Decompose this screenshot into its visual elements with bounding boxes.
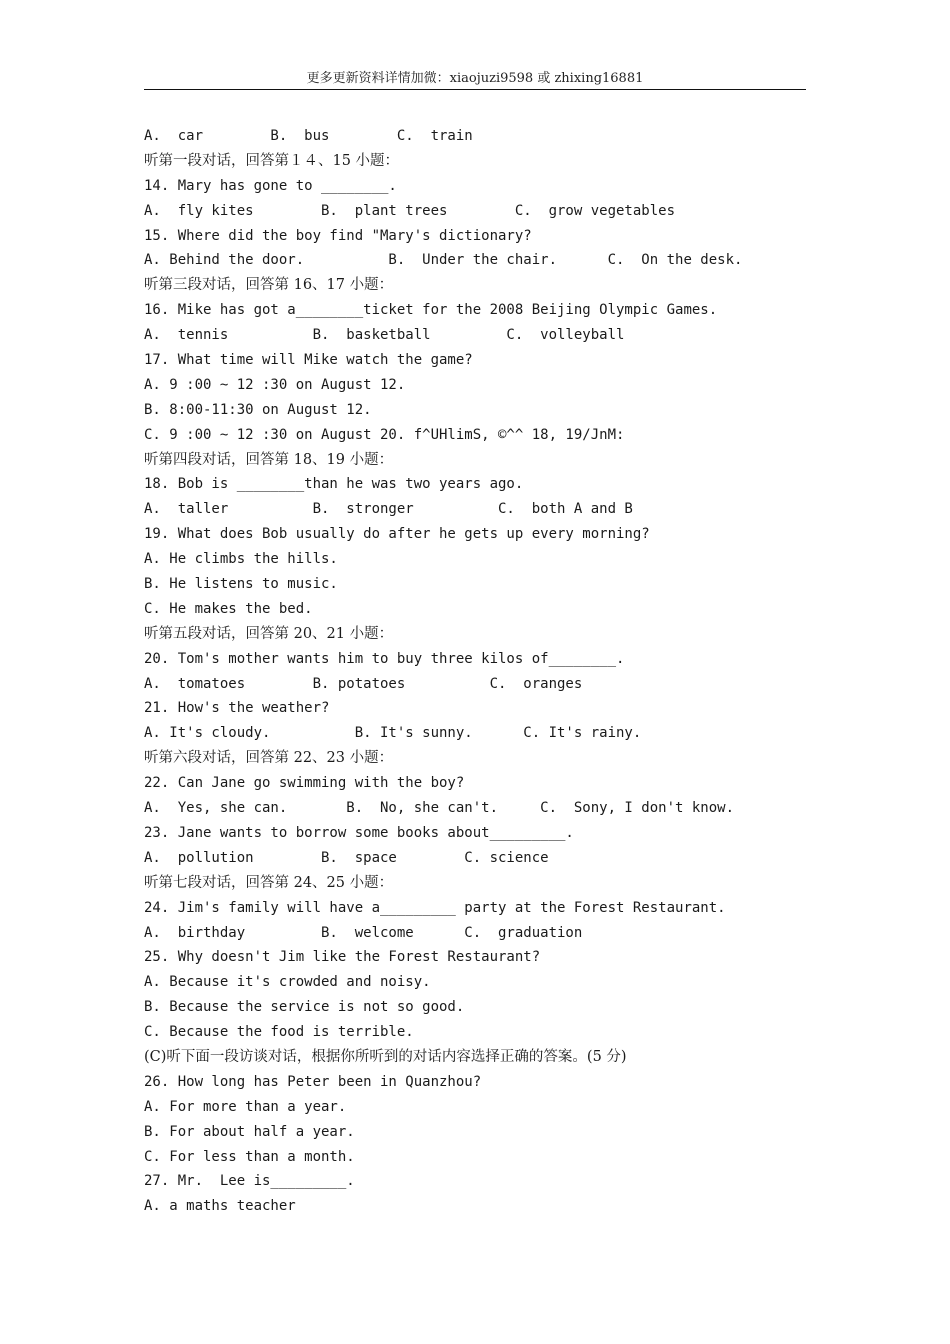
question-line: A. a maths teacher	[144, 1198, 296, 1215]
question-line: B. 8:00-11:30 on August 12.	[144, 401, 372, 418]
question-line: 19. What does Bob usually do after he gets up every morning?	[144, 526, 650, 543]
question-line: B. Because the service is not so good.	[144, 999, 465, 1016]
section-instruction: (C)听下面一段访谈对话，根据你所听到的对话内容选择正确的答案。(5 分)	[144, 1048, 627, 1065]
question-line: A. He climbs the hills.	[144, 551, 338, 568]
section-instruction: 听第四段对话，回答第 18、19 小题：	[144, 451, 394, 468]
header-divider	[144, 89, 806, 90]
question-line: 15. Where did the boy find "Mary's dictionary?	[144, 227, 532, 244]
question-line: A. tomatoes B. potatoes C. oranges	[144, 675, 583, 692]
question-line: B. He listens to music.	[144, 576, 338, 593]
page-header: 更多更新资料详情加微：xiaojuzi9598 或 zhixing16881	[306, 71, 644, 86]
question-line: 24. Jim's family will have a_________ party at the Forest Restaurant.	[144, 899, 726, 916]
question-line: A. fly kites B. plant trees C. grow vegetables	[144, 202, 676, 219]
section-instruction: 听第七段对话，回答第 24、25 小题：	[144, 874, 394, 891]
question-line: A. car B. bus C. train	[144, 128, 473, 144]
question-line: 25. Why doesn't Jim like the Forest Restaurant?	[144, 949, 541, 966]
question-line: A. birthday B. welcome C. graduation	[144, 924, 583, 941]
section-instruction: 听第六段对话，回答第 22、23 小题：	[144, 750, 394, 767]
question-line: C. For less than a month.	[144, 1148, 355, 1165]
question-line: A. For more than a year.	[144, 1098, 347, 1115]
question-line: A. 9 :00 ~ 12 :30 on August 12.	[144, 376, 406, 393]
question-line: A. It's cloudy. B. It's sunny. C. It's rainy.	[144, 725, 642, 742]
exam-content	[144, 124, 806, 1219]
question-line: C. 9 :00 ~ 12 :30 on August 20. f^UHlimS, ©^^ 18, 19/JnM:	[144, 426, 625, 443]
question-line: A. Yes, she can. B. No, she can't. C. Sony, I don't know.	[144, 800, 735, 817]
section-instruction: 听第一段对话，回答第１４、15 小题：	[144, 152, 400, 169]
question-line: A. tennis B. basketball C. volleyball	[144, 327, 625, 344]
section-instruction: 听第三段对话，回答第 16、17 小题：	[144, 277, 394, 294]
question-line: 14. Mary has gone to ________.	[144, 177, 397, 194]
question-line: 26. How long has Peter been in Quanzhou?	[144, 1073, 482, 1090]
question-line: B. For about half a year.	[144, 1123, 355, 1140]
question-line: 17. What time will Mike watch the game?	[144, 352, 473, 369]
question-line: A. taller B. stronger C. both A and B	[144, 501, 633, 518]
question-line: C. He makes the bed.	[144, 600, 313, 617]
question-line: 16. Mike has got a________ticket for the 2008 Beijing Olympic Games.	[144, 302, 718, 319]
question-line: A. Behind the door. B. Under the chair. C. On the desk.	[144, 252, 743, 269]
question-line: 22. Can Jane go swimming with the boy?	[144, 775, 465, 792]
question-line: C. Because the food is terrible.	[144, 1024, 414, 1041]
question-line: 18. Bob is ________than he was two years ago.	[144, 476, 524, 493]
question-line: 23. Jane wants to borrow some books about_________.	[144, 824, 574, 841]
question-line: 20. Tom's mother wants him to buy three kilos of________.	[144, 650, 625, 667]
question-line: A. pollution B. space C. science	[144, 849, 549, 866]
question-line: 27. Mr. Lee is_________.	[144, 1173, 355, 1190]
section-instruction: 听第五段对话，回答第 20、21 小题：	[144, 625, 394, 642]
question-line: A. Because it's crowded and noisy.	[144, 974, 431, 991]
question-line: 21. How's the weather?	[144, 700, 330, 717]
